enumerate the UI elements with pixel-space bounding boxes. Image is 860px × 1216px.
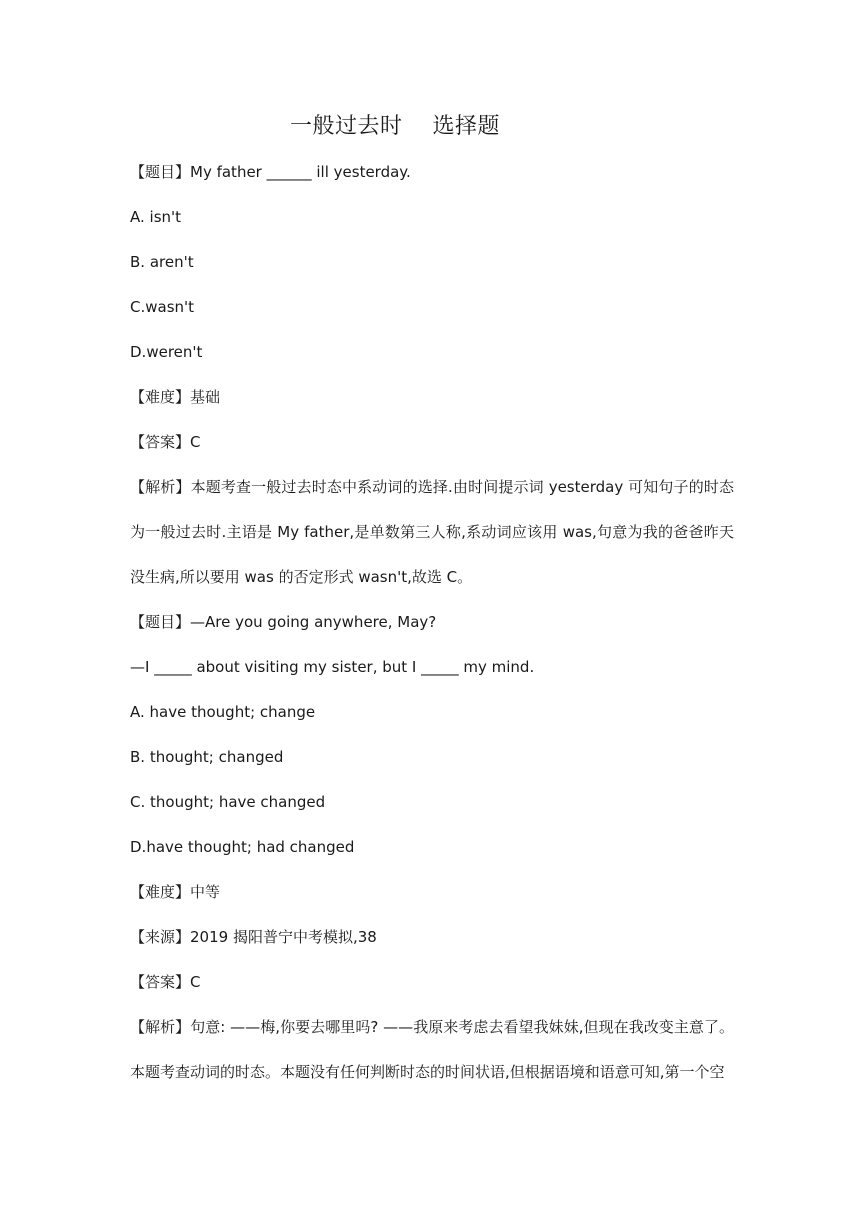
q1-option-b: B. aren't xyxy=(130,253,194,271)
q1-answer: 【答案】C xyxy=(130,433,201,451)
q1-analysis: 【解析】本题考查一般过去时态中系动词的选择.由时间提示词 yesterday 可知句子的时态为一般过去时.主语是 My father,是单数第三人称,系动词应该用 was,句意为我的爸爸昨天没生病,所以要用 was 的否定形式 wasn't,故选 C。 xyxy=(130,478,734,586)
q1-option-c: C.wasn't xyxy=(130,298,195,316)
q2-analysis: 【解析】句意: ——梅,你要去哪里吗? ——我原来考虑去看望我妹妹,但现在我改变主意了。本题考查动词的时态。本题没有任何判断时态的时间状语,但根据语境和语意可知,第一个空 xyxy=(130,1018,734,1081)
q1-difficulty: 【难度】基础 xyxy=(130,388,221,406)
q1-option-a: A. isn't xyxy=(130,208,182,226)
q1-option-d: D.weren't xyxy=(130,343,203,361)
q2-question-line1: 【题目】—Are you going anywhere, May? xyxy=(130,613,437,631)
q2-option-a: A. have thought; change xyxy=(130,703,316,721)
q2-option-b: B. thought; changed xyxy=(130,748,284,766)
q2-option-c: C. thought; have changed xyxy=(130,793,326,811)
q2-answer: 【答案】C xyxy=(130,973,201,991)
q2-question-line2: —I _____ about visiting my sister, but I _____ my mind. xyxy=(130,658,535,676)
q2-option-d: D.have thought; had changed xyxy=(130,838,355,856)
page-title: 一般过去时 选择题 xyxy=(290,114,500,139)
q2-source: 【来源】2019 揭阳普宁中考模拟,38 xyxy=(130,928,377,946)
q1-question: 【题目】My father ______ ill yesterday. xyxy=(130,163,411,181)
q2-difficulty: 【难度】中等 xyxy=(130,883,221,901)
